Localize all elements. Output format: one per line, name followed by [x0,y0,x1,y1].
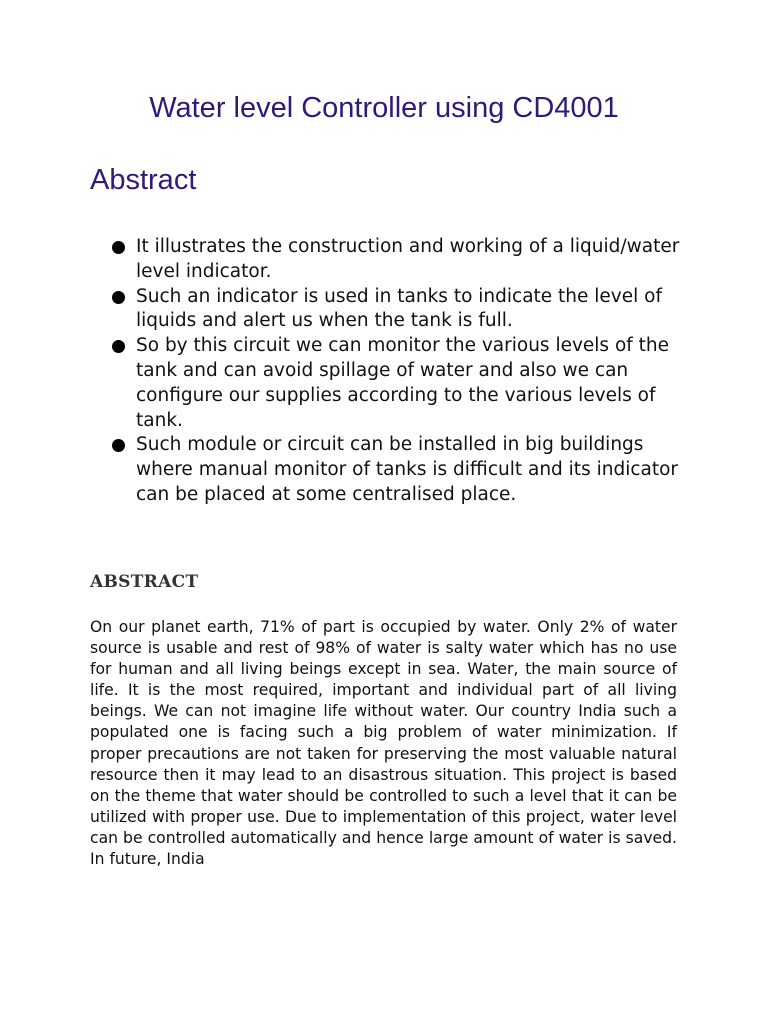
list-item [112,235,682,285]
list-item [112,334,682,433]
bullet-text: So by this circuit we can monitor the various levels of the tank and can avoid spillage of water and also we can configure our supplies according to the various levels of tank. [136,335,670,431]
bullet-text: Such an indicator is used in tanks to indicate the level of liquids and alert us when the tank is full. [136,285,662,332]
bullet-list [112,235,682,508]
bullet-icon [112,340,125,353]
bullet-icon [112,291,125,304]
abstract-paragraph: On our planet earth, 71% of part is occupied by water. Only 2% of water source is usable and rest of 98% of water is salty water which has no use for human and all living beings except in sea. Water, the main source of life. It is the most required, important and individual part of all living beings. We can not imagine life without water. Our country India such a populated one is facing such a big problem of water minimization. If proper precautions are not taken for preserving the most valuable natural resource then it may lead to an disastrous situation. This project is based on the theme that water should be controlled to such a level that it can be utilized with proper use. Due to implementation of this project, water level can be controlled automatically and hence large amount of water is saved. In future, India [90,618,677,869]
bullet-icon [112,439,125,452]
abstract-subheading: ABSTRACT [90,572,199,592]
bullet-text: Such module or circuit can be installed in big buildings where manual monitor of tanks is difficult and its indicator can be placed at some centralised place. [136,434,679,505]
bullet-text: It illustrates the construction and working of a liquid/water level indicator. [136,236,680,282]
list-item [112,285,682,335]
bullet-icon [112,241,125,254]
list-item [112,433,682,507]
document-title: Water level Controller using CD4001 [149,92,619,124]
abstract-heading: Abstract [90,164,197,196]
